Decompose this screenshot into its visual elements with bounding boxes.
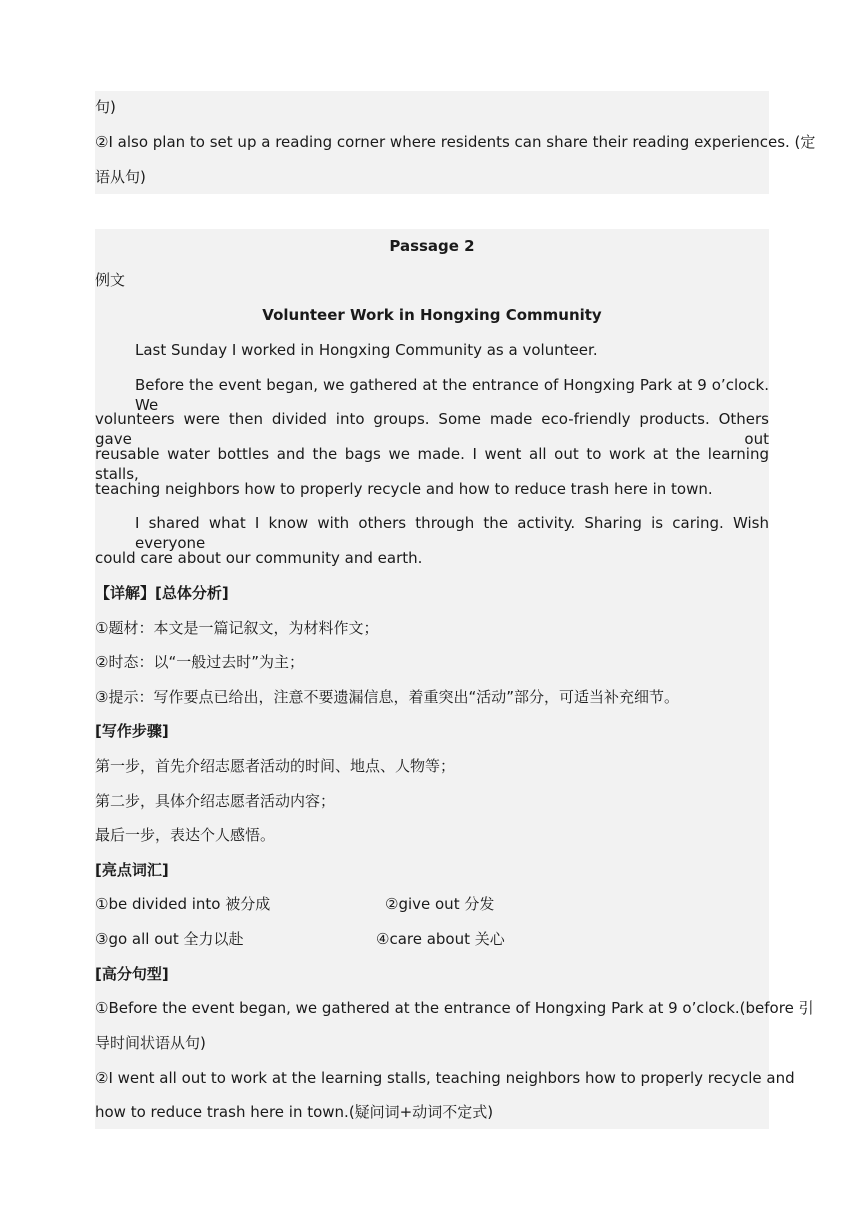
analysis-item: ③提示：写作要点已给出，注意不要遗漏信息，着重突出“活动”部分，可适当补充细节。 <box>95 688 679 706</box>
essay-paragraph-2-line: reusable water bottles and the bags we made. I went all out to work at the learning stalls, <box>95 445 769 483</box>
essay-title: Volunteer Work in Hongxing Community <box>262 306 602 324</box>
text-line: 语从句) <box>95 168 146 186</box>
steps-heading: [写作步骤] <box>95 722 169 740</box>
step-item: 最后一步，表达个人感悟。 <box>95 826 276 844</box>
analysis-item: ①题材：本文是一篇记叙文，为材料作文； <box>95 619 379 637</box>
sentence-line: 导时间状语从句) <box>95 1034 206 1052</box>
passage-heading: Passage 2 <box>389 237 475 255</box>
sentence-line: ①Before the event began, we gathered at the entrance of Hongxing Park at 9 o’clock.(before 引 <box>95 999 814 1017</box>
essay-paragraph-1: Last Sunday I worked in Hongxing Community as a volunteer. <box>135 341 598 359</box>
sentences-heading: [高分句型] <box>95 965 169 983</box>
example-label: 例文 <box>95 271 126 289</box>
vocab-heading: [亮点词汇] <box>95 861 169 879</box>
vocab-item: ③go all out 全力以赴 <box>95 930 244 948</box>
text-line: 句) <box>95 98 116 116</box>
sentence-line: ②I went all out to work at the learning stalls, teaching neighbors how to properly recycle and <box>95 1069 795 1087</box>
essay-paragraph-2-line: teaching neighbors how to properly recycle and how to reduce trash here in town. <box>95 480 713 498</box>
vocab-item: ④care about 关心 <box>376 930 505 948</box>
passage-2-block <box>95 229 814 1129</box>
step-item: 第二步，具体介绍志愿者活动内容； <box>95 792 336 810</box>
analysis-item: ②时态：以“一般过去时”为主； <box>95 653 304 671</box>
essay-paragraph-3-line: I shared what I know with others through the activity. Sharing is caring. Wish everyone <box>135 514 769 552</box>
analysis-heading: 【详解】[总体分析] <box>95 584 229 602</box>
vocab-item: ①be divided into 被分成 <box>95 895 271 913</box>
step-item: 第一步，首先介绍志愿者活动的时间、地点、人物等； <box>95 757 456 775</box>
essay-paragraph-2-line: volunteers were then divided into groups. Some made eco-friendly products. Others gave out <box>95 410 769 448</box>
essay-paragraph-2-line: Before the event began, we gathered at the entrance of Hongxing Park at 9 o’clock. We <box>135 376 769 414</box>
essay-paragraph-3-line: could care about our community and earth. <box>95 549 423 567</box>
text-line: ②I also plan to set up a reading corner where residents can share their reading experiences. (定 <box>95 133 816 151</box>
vocab-item: ②give out 分发 <box>385 895 495 913</box>
prev-passage-block <box>95 91 816 194</box>
sentence-line: how to reduce trash here in town.(疑问词+动词不定式) <box>95 1103 494 1121</box>
